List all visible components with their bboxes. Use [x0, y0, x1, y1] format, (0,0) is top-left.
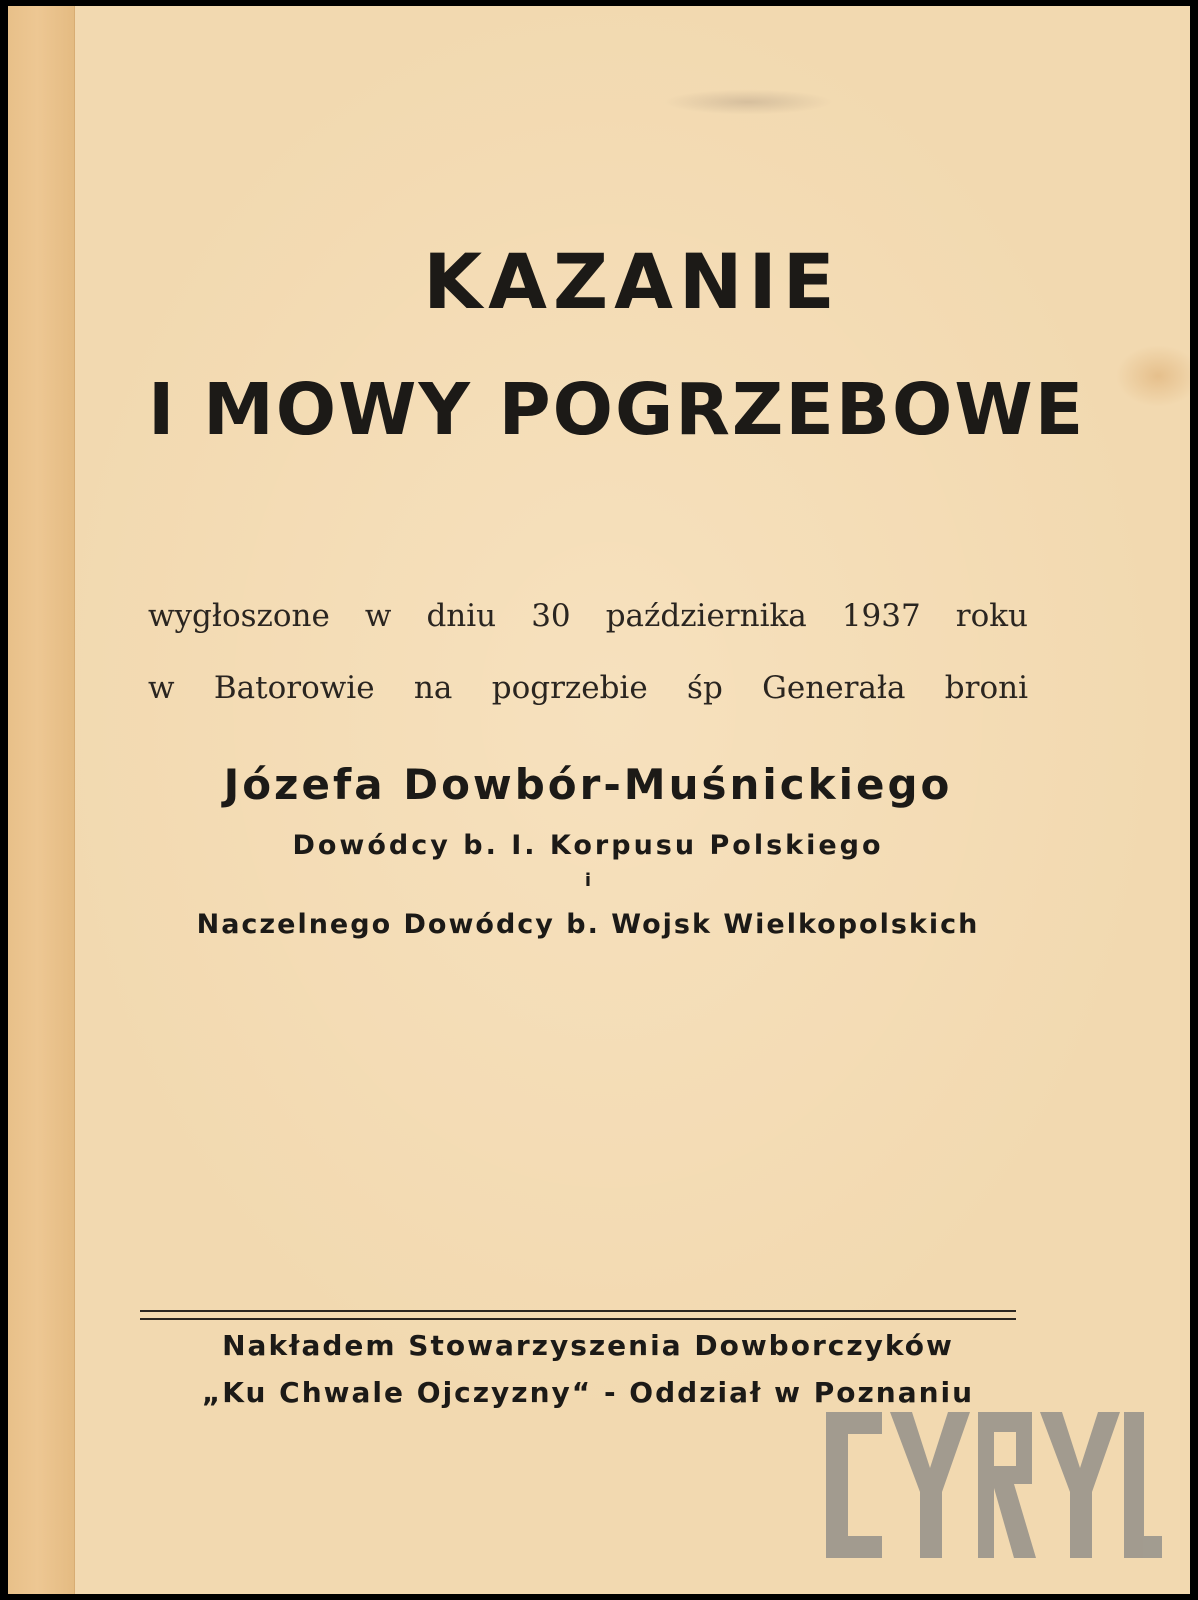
cover-title-line-2: I MOWY POGRZEBOWE [148, 368, 1086, 451]
double-rule-divider [140, 1310, 1016, 1320]
person-name: Józefa Dowbór-Muśnickiego [223, 760, 953, 809]
subtitle-line-2: w Batorowie na pogrzebie śp Generała broni [148, 670, 1028, 706]
rank-line-1: Dowódcy b. I. Korpusu Polskiego [292, 830, 884, 861]
cover-spine [8, 6, 75, 1594]
publisher-line-1: Nakładem Stowarzyszenia Dowborczyków [222, 1329, 954, 1362]
cyryl-watermark-logo [824, 1410, 1164, 1560]
booklet-cover [8, 6, 1190, 1594]
publisher-line-2: „Ku Chwale Ojczyzny“ - Oddział w Poznaniu [201, 1376, 975, 1409]
subtitle-line-1: wygłoszone w dniu 30 października 1937 roku [148, 598, 1028, 634]
cover-title-line-1: KAZANIE [423, 237, 841, 326]
rank-line-2: Naczelnego Dowódcy b. Wojsk Wielkopolskich [196, 909, 980, 940]
rank-conjunction: i [584, 870, 592, 891]
